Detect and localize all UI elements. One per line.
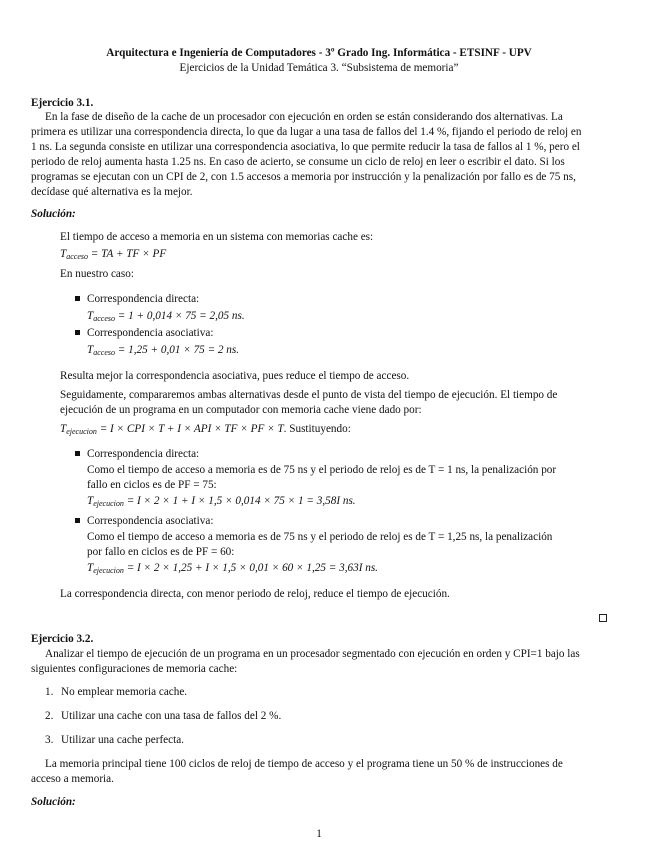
our-case-text: En nuestro caso: xyxy=(60,268,134,280)
assoc-exec-label: Correspondencia asociativa: xyxy=(87,515,214,527)
exercise-1-statement-line: programas se ejecutan con un CPI de 2, con 1.5 accesos a memoria por instrucción y la penalización por fallo es de 75 ns, xyxy=(31,171,576,183)
conclusion-execution: La correspondencia directa, con menor periodo de reloj, reduce el tiempo de ejecución. xyxy=(60,588,450,600)
direct-exec-line: fallo en ciclos es de PF = 75: xyxy=(87,479,217,491)
page-number: 1 xyxy=(316,828,322,840)
exercise-2-solution-label: Solución: xyxy=(31,796,76,808)
assoc-exec-formula: $T_{ejecucion} = I \times 2 \times 1,25 + I \times 1,5 \times 0,01 \times 60 \times 1,25 = 3,63I$ ns. xyxy=(87,562,378,575)
assoc-exec-line: por fallo en ciclos es de PF = 60: xyxy=(87,546,235,558)
list-item xyxy=(31,733,607,748)
execution-time-formula: $T_{ejecucion} = I$ × CPI × T + I × API × TF × PF × T. Sustituyendo: xyxy=(60,423,351,436)
next-paragraph-line: ejecución de un programa en un computador con memoria cache viene dado por: xyxy=(60,404,422,416)
bullet-icon xyxy=(75,451,80,456)
memory-paragraph-line: La memoria principal tiene 100 ciclos de reloj de tiempo de acceso y el programa tiene un 50 % de instrucciones de xyxy=(45,758,563,770)
exercise-1-statement-line: periodo de reloj aumenta hasta 1.25 ns. En caso de acierto, se consume un ciclo de reloj en leer o escribir el dato. Si los xyxy=(31,156,565,168)
memory-paragraph-line: acceso a memoria. xyxy=(31,773,114,785)
direct-exec-line: Como el tiempo de acceso a memoria es de 75 ns y el periodo de reloj es de T = 1 ns, la penalización por xyxy=(87,464,557,476)
direct-access-formula: $T_{acceso} = 1 + 0,014 \times 75 = 2,05$ ns. xyxy=(87,310,245,323)
exercise-1-statement-line: decídase qué alternativa es la mejor. xyxy=(31,186,193,198)
list-item-text: Utilizar una cache perfecta. xyxy=(61,734,184,746)
access-time-formula: $T_{acceso}$ = TA + TF × PF xyxy=(60,248,167,261)
list-item xyxy=(31,685,607,700)
direct-exec-label: Correspondencia directa: xyxy=(87,448,200,460)
list-item-number: 3. xyxy=(45,734,54,746)
list-item-text: No emplear memoria cache. xyxy=(61,686,188,698)
conclusion-access: Resulta mejor la correspondencia asociativa, pues reduce el tiempo de acceso. xyxy=(60,370,410,382)
exercise-1-statement-line: 1 ns. La segunda consiste en utilizar una correspondencia asociativa, lo que permite reducir la tasa de fallos al 1 %, pero el xyxy=(31,141,580,153)
bullet-icon xyxy=(75,518,80,523)
list-item xyxy=(31,709,607,724)
bullet-icon xyxy=(75,330,80,335)
list-item-text: Utilizar una cache con una tasa de fallos del 2 %. xyxy=(61,710,282,722)
list-item-number: 1. xyxy=(45,686,54,698)
exercise-1-statement-line: primera es utilizar una correspondencia directa, lo que da lugar a una tasa de fallos del 1.4 %, fijando el periodo de reloj en xyxy=(31,126,582,138)
exercise-2-statement-line: siguientes configuraciones de memoria cache: xyxy=(31,663,238,675)
assoc-access-formula: $T_{acceso} = 1,25 + 0,01 \times 75 = 2$ ns. xyxy=(87,344,240,357)
document-title: Arquitectura e Ingeniería de Computadores - 3º Grado Ing. Informática - ETSINF - UPV xyxy=(106,47,532,59)
exercise-1-statement-line: En la fase de diseño de la cache de un procesador con ejecución en orden se están considerando dos alternativas. La xyxy=(45,111,563,123)
direct-exec-formula: $T_{ejecucion} = I \times 2 \times 1 + I \times 1,5 \times 0,014 \times 75 \times 1 = 3,58I$ ns. xyxy=(87,495,356,508)
document-subtitle: Ejercicios de la Unidad Temática 3. “Subsistema de memoria” xyxy=(179,62,459,74)
assoc-exec-line: Como el tiempo de acceso a memoria es de 75 ns y el periodo de reloj es de T = 1,25 ns, la penalización xyxy=(87,531,553,543)
assoc-label: Correspondencia asociativa: xyxy=(87,327,214,339)
exercise-2-statement-line: Analizar el tiempo de ejecución de un programa en un procesador segmentado con ejecución en orden y CPI=1 bajo las xyxy=(45,648,580,660)
bullet-icon xyxy=(75,296,80,301)
exercise-1-solution-label: Solución: xyxy=(31,208,76,220)
direct-label: Correspondencia directa: xyxy=(87,293,200,305)
exercise-2-heading: Ejercicio 3.2. xyxy=(31,633,94,645)
qed-square-icon xyxy=(599,614,607,622)
next-paragraph-line: Seguidamente, compararemos ambas alternativas desde el punto de vista del tiempo de ejecución. El tiempo de xyxy=(60,389,558,401)
exercise-1-heading: Ejercicio 3.1. xyxy=(31,97,94,109)
solution-intro: El tiempo de acceso a memoria en un sistema con memorias cache es: xyxy=(60,231,374,243)
list-item-number: 2. xyxy=(45,710,54,722)
